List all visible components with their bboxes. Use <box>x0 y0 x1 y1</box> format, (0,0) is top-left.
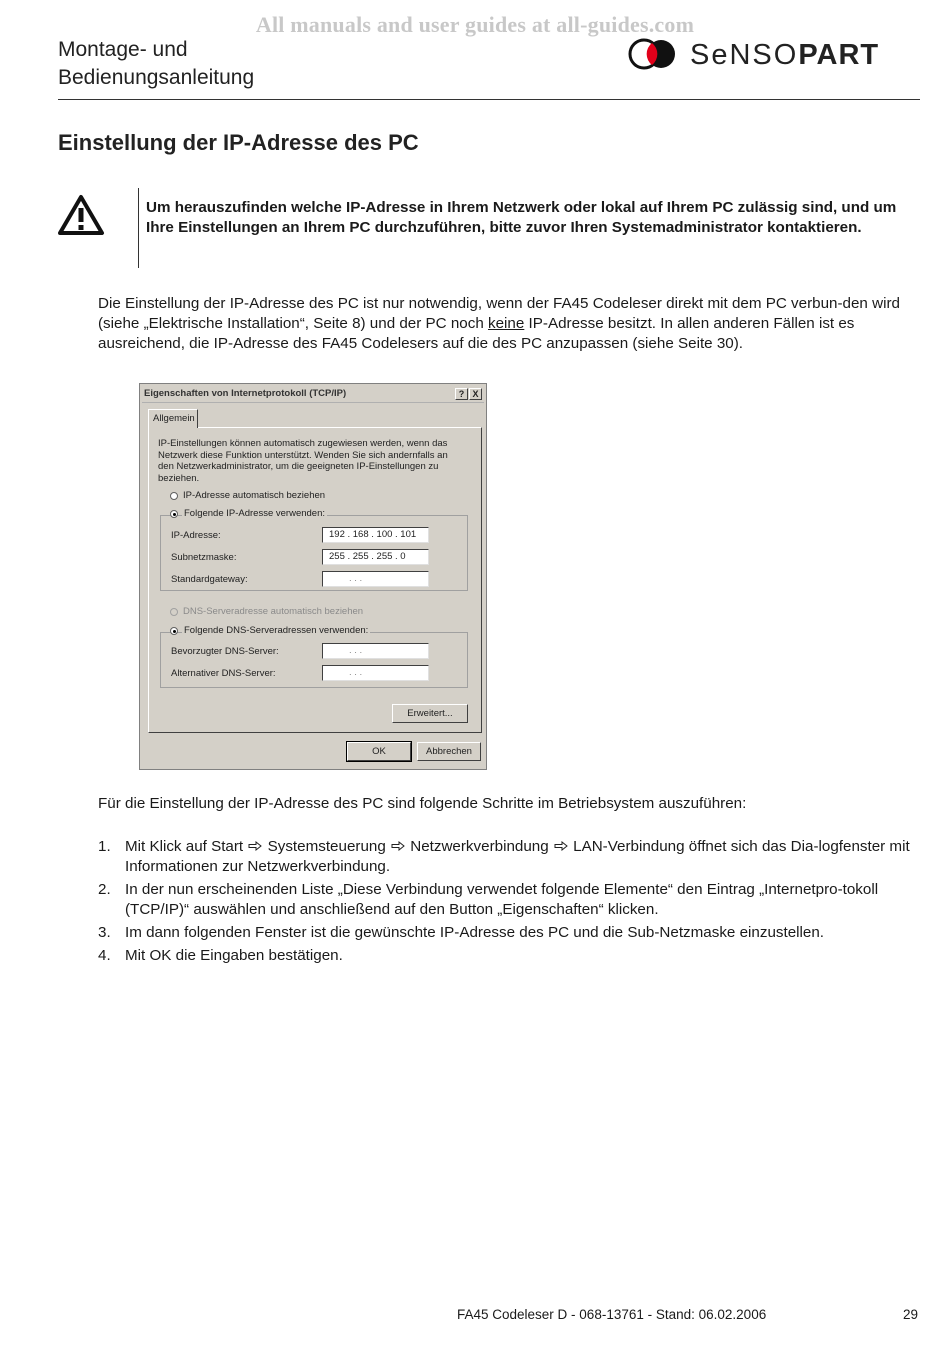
document-title <box>58 36 254 92</box>
page-number: 29 <box>903 1307 919 1322</box>
radio-dns-manual[interactable] <box>170 627 178 635</box>
intro-paragraph: Die Einstellung der IP-Adresse des PC ist nur notwendig, wenn der FA45 Codeleser direkt mit dem PC verbun-den wird (siehe „Elektrische Installation“, Seite 8) und der PC noch keine IP-Adresse besitzt. In allen anderen Fällen ist es ausreichend, die IP-Adresse des FA45 Codelesers auf die des PC anzupassen (siehe Seite 30). <box>98 295 900 352</box>
header-divider <box>58 99 920 100</box>
steps-list <box>98 837 913 969</box>
dialog-titlebar <box>142 386 484 403</box>
steps-intro: Für die Einstellung der IP-Adresse des PC sind folgende Schritte im Betriebsystem auszuführen: <box>98 795 747 812</box>
list-item: 4. Mit OK die Eingaben bestätigen. <box>98 947 343 964</box>
label-preferred-dns: Bevorzugter DNS-Server: <box>171 646 279 657</box>
close-button[interactable]: X <box>469 388 482 400</box>
radio-ip-auto[interactable] <box>170 492 178 500</box>
list-item: 1. Mit Klick auf Start Systemsteuerung Netzwerkverbindung LAN-Verbindung öffnet sich das Dia-logfenster mit Informationen zur Netzwerkverbindung. <box>98 838 910 875</box>
dialog-description: IP-Einstellungen können automatisch zugewiesen werden, wenn das Netzwerk diese Funktion unterstützt. Wenden Sie sich andernfalls an den Netzwerkadministrator, um die geeigneten IP-Einstellungen zu beziehen. <box>158 438 448 484</box>
arrow-right-outline-icon <box>391 841 405 851</box>
list-item: 2. In der nun erscheinenden Liste „Diese Verbindung verwendet folgende Elemente“ den Eintrag „Internetpro-tokoll (TCP/IP)“ auswählen und anschließend auf den Button „Eigenschaften“ klicken. <box>98 881 879 918</box>
radio-dns-manual-label: Folgende DNS-Serveradressen verwenden: <box>184 625 369 636</box>
ip-address-field[interactable]: 192 . 168 . 100 . 101 <box>322 527 429 543</box>
arrow-right-outline-icon <box>248 841 262 851</box>
arrow-right-outline-icon <box>554 841 568 851</box>
radio-dns-auto-label: DNS-Serveradresse automatisch beziehen <box>183 606 364 617</box>
label-ip-address: IP-Adresse: <box>171 530 221 541</box>
advanced-button[interactable]: Erweitert... <box>392 704 468 723</box>
radio-ip-auto-label: IP-Adresse automatisch beziehen <box>183 490 326 501</box>
radio-ip-manual-label: Folgende IP-Adresse verwenden: <box>184 508 325 519</box>
dialog-title: Eigenschaften von Internetprotokoll (TCP/IP) <box>144 388 347 399</box>
subnet-mask-field[interactable]: 255 . 255 . 255 . 0 <box>322 549 429 565</box>
underlined-keine: keine <box>488 315 525 332</box>
cancel-button[interactable]: Abbrechen <box>417 742 481 761</box>
watermark: All manuals and user guides at all-guides.com <box>255 12 695 37</box>
logo-mark-icon <box>628 38 680 70</box>
footer-text: FA45 Codeleser D - 068-13761 - Stand: 06.02.2006 <box>457 1307 767 1322</box>
default-gateway-field[interactable]: . . . <box>322 571 429 587</box>
help-button[interactable]: ? <box>455 388 468 400</box>
doc-title-line-2: Bedienungsanleitung <box>58 66 255 89</box>
ok-button[interactable]: OK <box>347 742 411 761</box>
doc-title-line-1: Montage- und <box>58 38 188 61</box>
warning-triangle-icon <box>57 194 105 236</box>
alternative-dns-field[interactable]: . . . <box>322 665 429 681</box>
warning-text: Um herauszufinden welche IP-Adresse in Ihrem Netzwerk oder lokal auf Ihrem PC zulässig sind, und um Ihre Einstellungen an Ihrem PC durchzuführen, bitte zuvor Ihren Systemadministrator kontaktieren. <box>146 199 897 236</box>
radio-ip-manual[interactable] <box>170 510 178 518</box>
tcpip-properties-dialog-screenshot <box>139 383 487 770</box>
label-subnet-mask: Subnetzmaske: <box>171 552 237 563</box>
section-title: Einstellung der IP-Adresse des PC <box>58 130 419 155</box>
preferred-dns-field[interactable]: . . . <box>322 643 429 659</box>
radio-dns-auto[interactable] <box>170 608 178 616</box>
label-default-gateway: Standardgateway: <box>171 574 248 585</box>
warning-divider <box>138 188 139 268</box>
list-item: 3. Im dann folgenden Fenster ist die gewünschte IP-Adresse des PC und die Sub-Netzmaske einzustellen. <box>98 924 825 941</box>
label-alternative-dns: Alternativer DNS-Server: <box>171 668 276 679</box>
tab-allgemein[interactable]: Allgemein <box>148 409 198 428</box>
logo-wordmark: SeNSOPART <box>690 39 880 71</box>
sensopart-logo <box>628 38 878 74</box>
